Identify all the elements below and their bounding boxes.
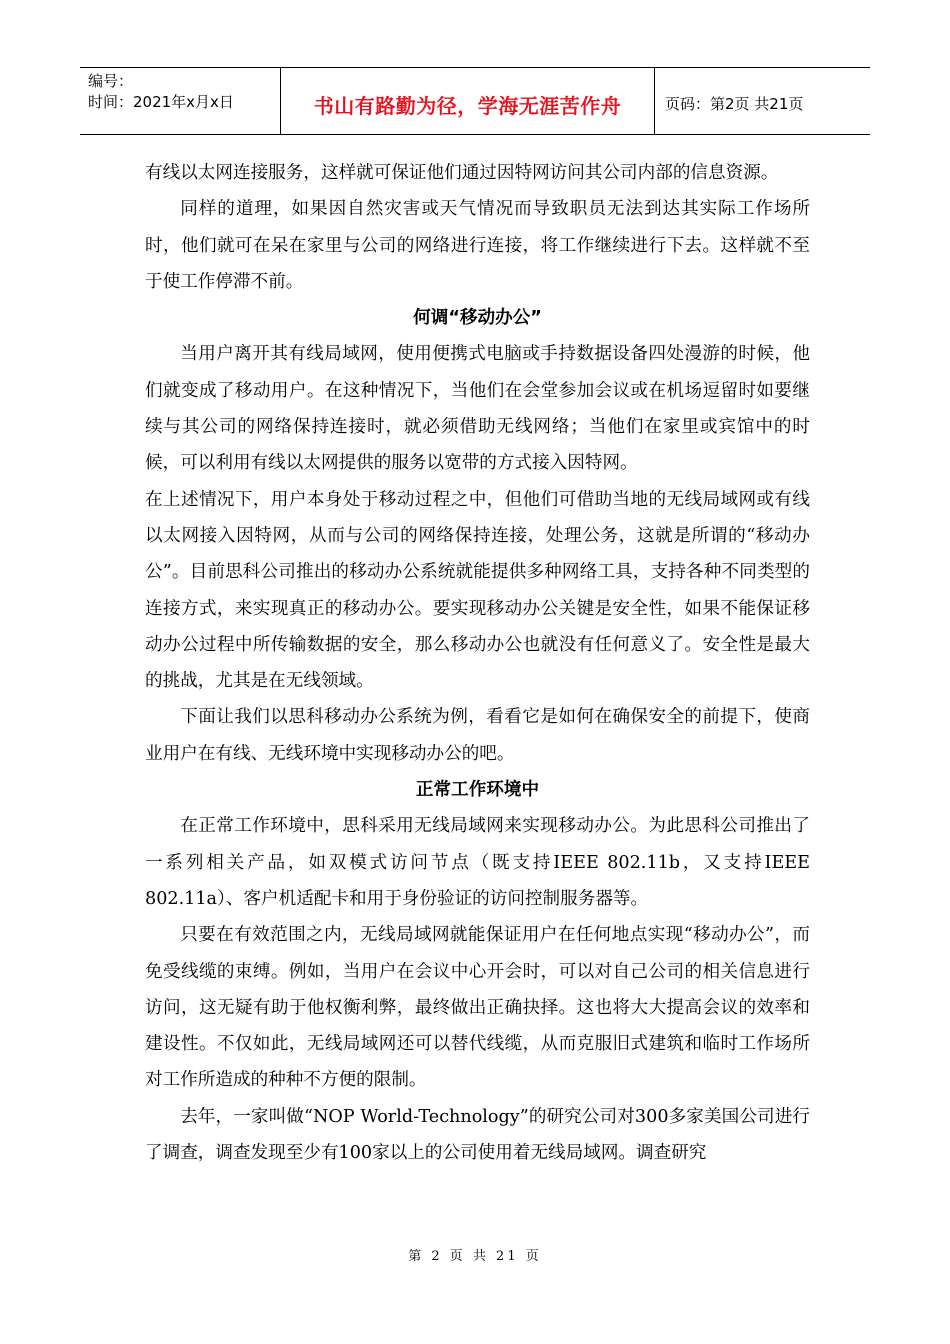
paragraph: 有线以太网连接服务，这样就可保证他们通过因特网访问其公司内部的信息资源。 xyxy=(145,163,779,183)
paragraph: 在正常工作环境中，思科采用无线局域网来实现移动办公。为此思科公司推出了一系列相关产品，如双模式访问节点（既支持IEEE 802.11b，又支持IEEE 802.11a）、客户机适配卡和用于身份验证的访问控制服务器等。 xyxy=(145,816,810,909)
document-body xyxy=(145,155,810,1171)
document-header xyxy=(80,67,870,135)
header-page-info: 页码：第2页 共21页 xyxy=(665,94,804,113)
paragraph: 在上述情况下，用户本身处于移动过程之中，但他们可借助当地的无线局域网或有线以太网接入因特网，从而与公司的网络保持连接，处理公务，这就是所谓的“移动办公”。目前思科公司推出的移动办公系统就能提供多种网络工具，支持各种不同类型的连接方式，来实现真正的移动办公。要实现移动办公关键是安全性，如果不能保证移动办公过程中所传输数据的安全，那么移动办公也就没有任何意义了。安全性是最大的挑战，尤其是在无线领域。 xyxy=(145,489,810,692)
paragraph: 只要在有效范围之内，无线局域网就能保证用户在任何地点实现“移动办公”，而免受线缆的束缚。例如，当用户在会议中心开会时，可以对自己公司的相关信息进行访问，这无疑有助于他权衡利弊，最终做出正确抉择。这也将大大提高会议的效率和建设性。不仅如此，无线局域网还可以替代线缆，从而克服旧式建筑和临时工作场所对工作所造成的种种不方便的限制。 xyxy=(145,925,810,1091)
paragraph: 同样的道理，如果因自然灾害或天气情况而导致职员无法到达其实际工作场所时，他们就可在呆在家里与公司的网络进行连接，将工作继续进行下去。这样就不至于使工作停滞不前。 xyxy=(145,199,810,292)
page-footer: 第 2 页 共 21 页 xyxy=(408,1249,542,1264)
section-heading: 正常工作环境中 xyxy=(415,780,540,801)
time-label: 时间：2021年x月x日 xyxy=(88,93,234,111)
paragraph: 当用户离开其有线局域网，使用便携式电脑或手持数据设备四处漫游的时候，他们就变成了移动用户。在这种情况下，当他们在会堂参加会议或在机场逗留时如要继续与其公司的网络保持连接时，就必须借助无线网络；当他们在家里或宾馆中的时候，可以利用有线以太网提供的服务以宽带的方式接入因特网。 xyxy=(145,344,810,474)
section-heading: 何调“移动办公” xyxy=(413,308,542,329)
header-motto: 书山有路勤为径，学海无涯苦作舟 xyxy=(280,68,655,134)
number-label: 编号： xyxy=(88,72,134,90)
paragraph: 下面让我们以思科移动办公系统为例，看看它是如何在确保安全的前提下，使商业用户在有线、无线环境中实现移动办公的吧。 xyxy=(145,707,810,764)
header-meta xyxy=(80,68,280,134)
paragraph: 去年，一家叫做“NOP World-Technology”的研究公司对300多家美国公司进行了调查，调查发现至少有100家以上的公司使用着无线局域网。调查研究 xyxy=(145,1106,810,1164)
